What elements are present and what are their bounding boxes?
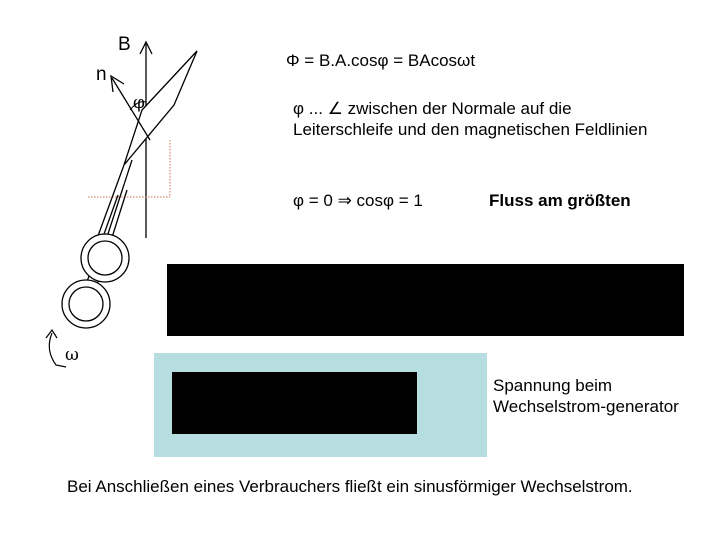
label-n: n — [96, 64, 107, 85]
footer-text: Bei Anschließen eines Verbrauchers fließt ein sinusförmiger Wechselstrom. — [67, 477, 633, 496]
lead-wire-1a — [95, 165, 124, 244]
slip-ring-2-inner — [69, 287, 103, 321]
angle-definition: φ ... ∠ zwischen der Normale auf die Leiterschleife und den magnetischen Feldlinien — [293, 99, 648, 139]
label-phi: φ — [133, 93, 145, 113]
caption-text: Spannung beim Wechselstrom-generator — [493, 376, 679, 416]
label-b: B — [118, 34, 131, 55]
redacted-bar — [167, 264, 684, 336]
lead-wire-1b — [106, 160, 132, 240]
slip-ring-1-inner — [88, 241, 122, 275]
rotation-arrow-icon — [49, 333, 66, 367]
flux-formula: Φ = B.A.cosφ = BAcosωt — [286, 51, 476, 70]
condition-text: φ = 0 ⇒ cosφ = 1 — [293, 191, 423, 210]
label-omega: ω — [65, 345, 79, 365]
redacted-inner-box — [172, 372, 417, 434]
condition-row — [293, 190, 631, 211]
flux-note: Fluss am größten — [489, 191, 631, 210]
